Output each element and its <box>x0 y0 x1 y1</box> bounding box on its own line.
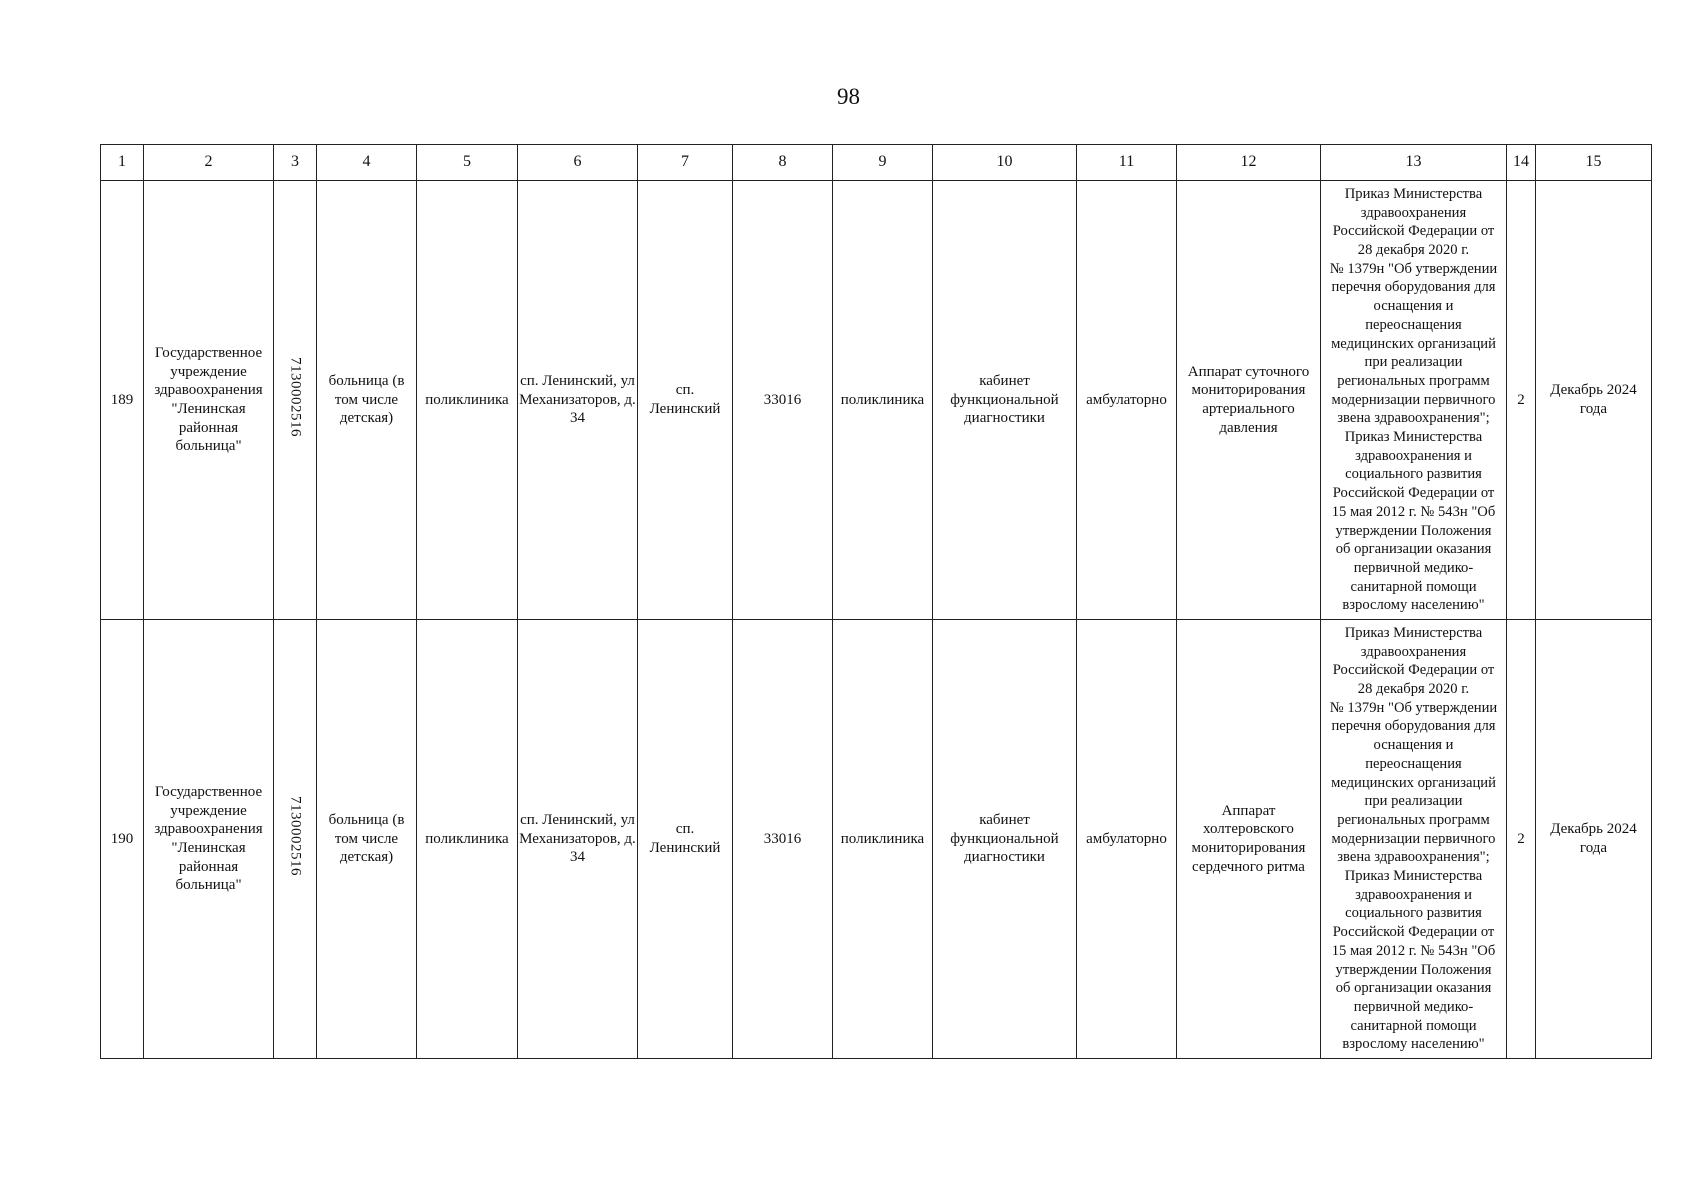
legal-basis-line: Российской Федерации от <box>1332 485 1495 502</box>
legal-basis-line: № 1379н "Об утверждении <box>1329 699 1498 716</box>
cell-settlement: сп. Ленинский <box>638 181 733 620</box>
cell-inn <box>274 181 317 620</box>
legal-basis-line: здравоохранения <box>1360 204 1467 221</box>
cell-deadline: Декабрь 2024 года <box>1536 620 1652 1059</box>
legal-basis-line: здравоохранения и <box>1355 447 1472 464</box>
column-header: 15 <box>1536 145 1652 181</box>
legal-basis-line: Российской Федерации от <box>1332 223 1495 240</box>
column-header: 11 <box>1077 145 1177 181</box>
inn-vertical-text: 7130002516 <box>287 796 304 877</box>
legal-basis-line: медицинских организаций <box>1331 774 1496 791</box>
cell-cabinet: кабинет функциональной диагностики <box>933 181 1077 620</box>
legal-basis-line: перечня оборудования для <box>1331 279 1496 296</box>
cell-hospital-type: больница (в том числе детская) <box>317 620 417 1059</box>
legal-basis-line: взрослому населению" <box>1342 1036 1485 1053</box>
inn-vertical-text: 7130002516 <box>287 357 304 438</box>
legal-basis-line: Приказ Министерства <box>1344 429 1483 446</box>
column-header: 8 <box>733 145 833 181</box>
cell-basis-lines <box>1321 620 1507 1059</box>
cell-equipment: Аппарат суточного мониторирования артериального давления <box>1177 181 1321 620</box>
page-number: 98 <box>837 84 860 109</box>
legal-basis-line: медицинских организаций <box>1331 335 1496 352</box>
legal-basis-line: Российской Федерации от <box>1332 924 1495 941</box>
legal-basis-line: первичной медико- <box>1353 998 1474 1015</box>
cell-num: 189 <box>101 181 144 620</box>
legal-basis-line: модернизации первичного <box>1331 391 1496 408</box>
column-header: 12 <box>1177 145 1321 181</box>
cell-subdivision: поликлиника <box>417 620 518 1059</box>
legal-basis-line: об организации оказания <box>1335 980 1492 997</box>
legal-basis-line: взрослому населению" <box>1342 597 1485 614</box>
legal-basis-line: перечня оборудования для <box>1331 718 1496 735</box>
column-header: 3 <box>274 145 317 181</box>
cell-subdivision: поликлиника <box>417 181 518 620</box>
cell-unit: поликлиника <box>833 181 933 620</box>
cell-deadline: Декабрь 2024 года <box>1536 181 1652 620</box>
table-row <box>101 620 1652 1059</box>
column-header: 13 <box>1321 145 1507 181</box>
table-row <box>101 181 1652 620</box>
cell-code: 33016 <box>733 181 833 620</box>
legal-basis-line: здравоохранения <box>1360 643 1467 660</box>
cell-address: сп. Ленинский, ул Механизаторов, д. 34 <box>518 181 638 620</box>
column-header: 9 <box>833 145 933 181</box>
cell-settlement: сп. Ленинский <box>638 620 733 1059</box>
legal-basis-line: 15 мая 2012 г. № 543н "Об <box>1331 942 1496 959</box>
cell-inn <box>274 620 317 1059</box>
cell-unit: поликлиника <box>833 620 933 1059</box>
column-header: 10 <box>933 145 1077 181</box>
legal-basis-text <box>1322 185 1505 615</box>
header-row <box>101 145 1652 181</box>
legal-basis-line: оснащения и <box>1373 298 1454 315</box>
legal-basis-line: 15 мая 2012 г. № 543н "Об <box>1331 503 1496 520</box>
legal-basis-line: Российской Федерации от <box>1332 662 1495 679</box>
legal-basis-line: региональных программ <box>1337 372 1490 389</box>
column-header: 7 <box>638 145 733 181</box>
column-header: 1 <box>101 145 144 181</box>
legal-basis-line: модернизации первичного <box>1331 830 1496 847</box>
legal-basis-line: здравоохранения и <box>1355 886 1472 903</box>
cell-care-form: амбулаторно <box>1077 620 1177 1059</box>
legal-basis-text <box>1322 624 1505 1054</box>
cell-num: 190 <box>101 620 144 1059</box>
legal-basis-line: региональных программ <box>1337 811 1490 828</box>
column-header: 5 <box>417 145 518 181</box>
legal-basis-line: переоснащения <box>1365 755 1462 772</box>
legal-basis-line: социального развития <box>1345 466 1482 483</box>
column-header: 2 <box>144 145 274 181</box>
legal-basis-line: утверждении Положения <box>1335 961 1492 978</box>
cell-address: сп. Ленинский, ул Механизаторов, д. 34 <box>518 620 638 1059</box>
legal-basis-line: звена здравоохранения"; <box>1337 849 1490 866</box>
cell-equipment: Аппарат холтеровского мониторирования сердечного ритма <box>1177 620 1321 1059</box>
cell-basis-lines <box>1321 181 1507 620</box>
legal-basis-line: при реализации <box>1364 793 1463 810</box>
cell-quantity: 2 <box>1507 620 1536 1059</box>
legal-basis-line: утверждении Положения <box>1335 522 1492 539</box>
legal-basis-line: оснащения и <box>1373 737 1454 754</box>
legal-basis-line: 28 декабря 2020 г. <box>1357 681 1470 698</box>
cell-cabinet: кабинет функциональной диагностики <box>933 620 1077 1059</box>
table-body <box>101 145 1652 1059</box>
legal-basis-line: переоснащения <box>1365 316 1462 333</box>
legal-basis-line: первичной медико- <box>1353 559 1474 576</box>
legal-basis-line: при реализации <box>1364 354 1463 371</box>
legal-basis-line: социального развития <box>1345 905 1482 922</box>
legal-basis-line: Приказ Министерства <box>1344 624 1483 641</box>
legal-basis-line: санитарной помощи <box>1350 578 1477 595</box>
legal-basis-line: санитарной помощи <box>1350 1017 1477 1034</box>
legal-basis-line: об организации оказания <box>1335 541 1492 558</box>
cell-institution: Государственное учреждение здравоохранения "Ленинская районная больница" <box>144 181 274 620</box>
column-header: 14 <box>1507 145 1536 181</box>
cell-hospital-type: больница (в том числе детская) <box>317 181 417 620</box>
column-header: 6 <box>518 145 638 181</box>
legal-basis-line: № 1379н "Об утверждении <box>1329 260 1498 277</box>
legal-basis-line: звена здравоохранения"; <box>1337 410 1490 427</box>
cell-care-form: амбулаторно <box>1077 181 1177 620</box>
legal-basis-line: Приказ Министерства <box>1344 185 1483 202</box>
column-header: 4 <box>317 145 417 181</box>
cell-code: 33016 <box>733 620 833 1059</box>
cell-quantity: 2 <box>1507 181 1536 620</box>
legal-basis-line: 28 декабря 2020 г. <box>1357 242 1470 259</box>
legal-basis-line: Приказ Министерства <box>1344 868 1483 885</box>
data-table <box>100 144 1652 1059</box>
cell-institution: Государственное учреждение здравоохранения "Ленинская районная больница" <box>144 620 274 1059</box>
